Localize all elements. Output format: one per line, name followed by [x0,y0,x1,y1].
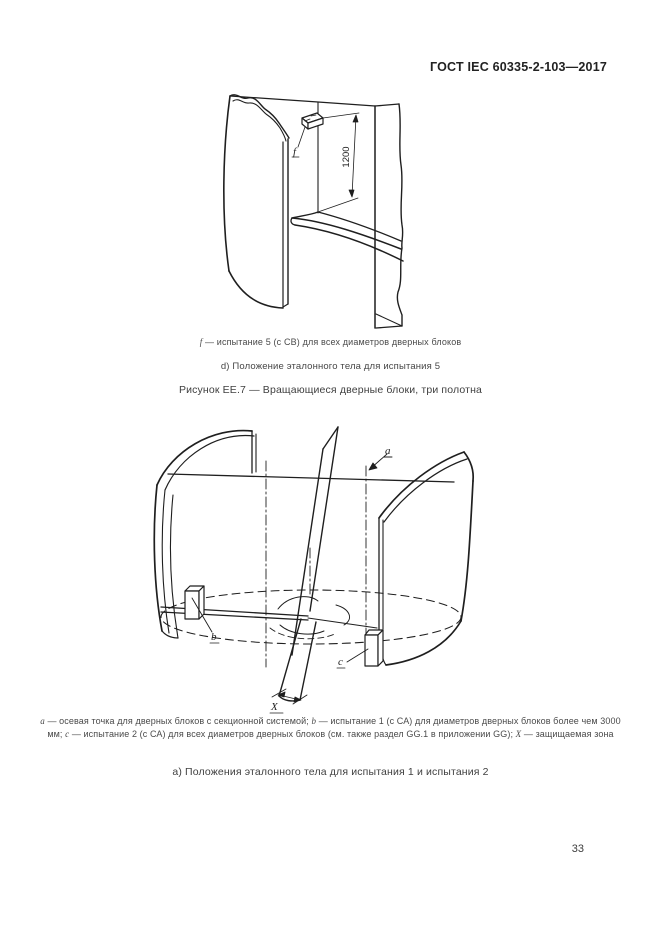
figure2-note-seg-3: — испытание 1 (с СА) для диаметров дверных блоков более чем 3000 мм; [47,716,621,739]
figure2-note-seg-7: — защищаемая зона [521,729,614,739]
figure2-label-c: c [338,656,343,668]
figure1-note-var: f [199,337,203,347]
figure1-leader-f [298,127,305,147]
page-number: 33 [571,843,584,855]
figure2-note-var-b: b [311,716,317,726]
figure2-central-leaf [292,427,338,655]
figure1-right-panel [375,104,403,328]
figure1-caption-main: Рисунок ЕЕ.7 — Вращающиеся дверные блоки, три полотна [178,384,483,396]
document-header: ГОСТ IEC 60335-2-103—2017 [430,60,607,74]
figure1-note-text: — испытание 5 (с СВ) для всех диаметров дверных блоков [202,337,462,347]
figure2-caption-sub: а) Положения эталонного тела для испытания 1 и испытания 2 [172,766,489,778]
figure1-test-body [298,113,323,147]
figure2-note-seg-1: — осевая точка для дверных блоков с секционной системой; [44,716,312,726]
figure2-label-b: b [211,631,217,643]
figure2-drawing [140,418,480,718]
figure2-note-var-a: a [40,716,45,726]
figure2-lintel-line [168,474,454,482]
figure1-drawing [215,85,425,330]
figure1-svg [215,85,425,330]
figure1-label-f: f [293,146,297,158]
figure1-left-wall [224,95,289,308]
figure2-label-a: a [385,445,391,457]
figure1-dim-1200: 1200 [341,146,352,168]
figure1-horizontal-leaves [291,212,403,261]
figure1-caption-sub: d) Положение эталонного тела для испытания 5 [220,361,441,372]
figure2-note-seg-5: — испытание 2 (с СА) для всех диаметров дверных блоков (см. также раздел GG.1 в приложении GG); [69,729,516,739]
figure2-right-wall [379,452,473,665]
figure2-test-body-c [337,630,383,668]
figure2-note-var-x: X [515,729,522,739]
figure2-hub-arcs [270,597,350,639]
figure1-note [0,337,661,347]
figure2-svg [140,418,480,718]
figure1-dimension [318,113,359,212]
figure2-swept-circle [161,590,461,644]
figure2-note-var-c: c [65,729,70,739]
figure2-lower-leaf [279,619,316,701]
figure2-note [38,715,623,741]
figure2-label-x: X [271,701,278,713]
